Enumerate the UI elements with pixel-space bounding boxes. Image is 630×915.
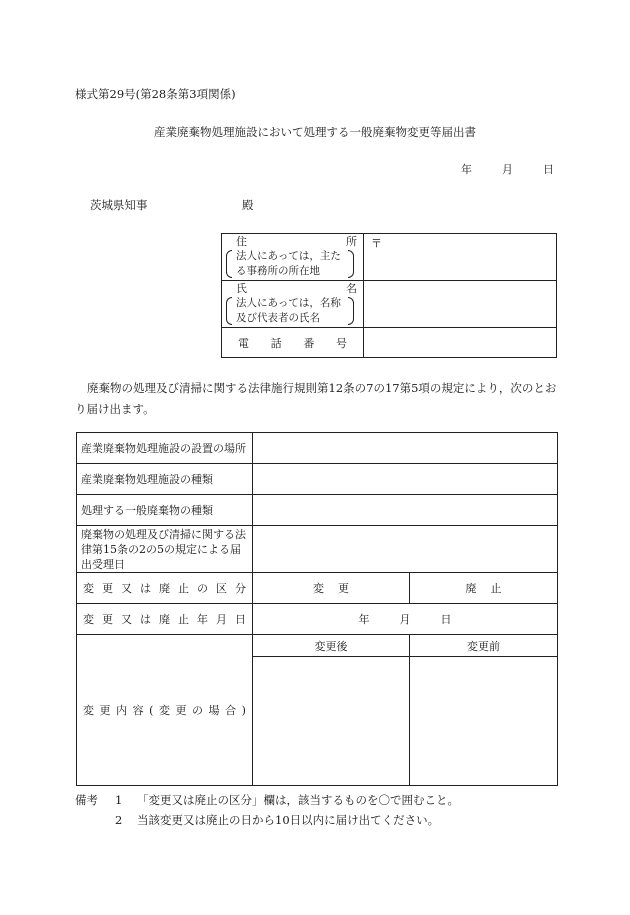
- waste-type-label: 処理する一般廃棄物の種類: [77, 495, 253, 526]
- content-label: 変 更 内 容 ( 変 更 の 場 合 ): [77, 635, 253, 786]
- note-text: 当該変更又は廃止の日から10日以内に届け出てください。: [137, 813, 440, 827]
- address-label: 住 所: [236, 235, 357, 248]
- location-label: 産業廃棄物処理施設の設置の場所: [77, 433, 253, 464]
- category-abolish-option[interactable]: 廃止: [410, 573, 558, 604]
- before-header: 変更前: [410, 635, 558, 657]
- facility-type-field[interactable]: [253, 464, 558, 495]
- statement: 廃棄物の処理及び清掃に関する法律施行規則第12条の7の17第5項の規定により，次のとおり届け出ます。: [75, 381, 557, 416]
- notification-table: [76, 432, 558, 786]
- receipt-date-field[interactable]: [253, 526, 558, 573]
- name-note: 法人にあっては，名称及び代表者の氏名: [226, 296, 354, 326]
- after-field[interactable]: [253, 657, 410, 786]
- address-field[interactable]: [364, 234, 557, 281]
- category-change-option[interactable]: 変更: [253, 573, 410, 604]
- phone-field[interactable]: [364, 328, 557, 358]
- date-day: 日: [543, 163, 554, 176]
- note-item: [75, 810, 459, 830]
- addressee: 茨城県知事: [90, 198, 148, 212]
- form-number: 様式第29号(第28条第3項関係): [75, 87, 236, 101]
- honorific: 殿: [242, 198, 254, 212]
- notes-label: 備考: [75, 793, 98, 807]
- phone-label-cell: [222, 328, 364, 358]
- name-label: 氏 名: [236, 282, 357, 295]
- notes: [75, 790, 459, 830]
- change-date-field[interactable]: [253, 604, 558, 635]
- after-header: 変更後: [253, 635, 410, 657]
- name-field[interactable]: [364, 281, 557, 328]
- waste-type-field[interactable]: [253, 495, 558, 526]
- receipt-date-label: 廃棄物の処理及び清掃に関する法律第15条の2の5の規定による届出受理日: [77, 526, 253, 573]
- name-label-cell: [222, 281, 364, 328]
- date-month: 月: [502, 163, 513, 176]
- category-label: 変 更 又 は 廃 止 の 区 分: [77, 573, 253, 604]
- date-year: 年: [461, 163, 472, 176]
- change-date-day: 日: [440, 613, 452, 626]
- change-date-year: 年: [358, 613, 370, 626]
- document-title: 産業廃棄物処理施設において処理する一般廃棄物変更等届出書: [154, 125, 476, 139]
- note-number: 1: [115, 793, 123, 807]
- before-field[interactable]: [410, 657, 558, 786]
- note-text: 「変更又は廃止の区分」欄は，該当するものを〇で囲むこと。: [137, 793, 459, 807]
- applicant-table: [221, 233, 557, 358]
- postal-mark: 〒: [371, 237, 382, 250]
- location-field[interactable]: [253, 433, 558, 464]
- note-number: 2: [115, 813, 123, 827]
- note-item: [75, 790, 459, 810]
- facility-type-label: 産業廃棄物処理施設の種類: [77, 464, 253, 495]
- change-date-label: 変 更 又 は 廃 止 年 月 日: [77, 604, 253, 635]
- change-date-month: 月: [399, 613, 411, 626]
- submission-date: [461, 161, 554, 177]
- address-label-cell: [222, 234, 364, 281]
- phone-label: 電 話 番 号: [238, 336, 347, 350]
- address-note: 法人にあっては，主たる事務所の所在地: [226, 249, 354, 279]
